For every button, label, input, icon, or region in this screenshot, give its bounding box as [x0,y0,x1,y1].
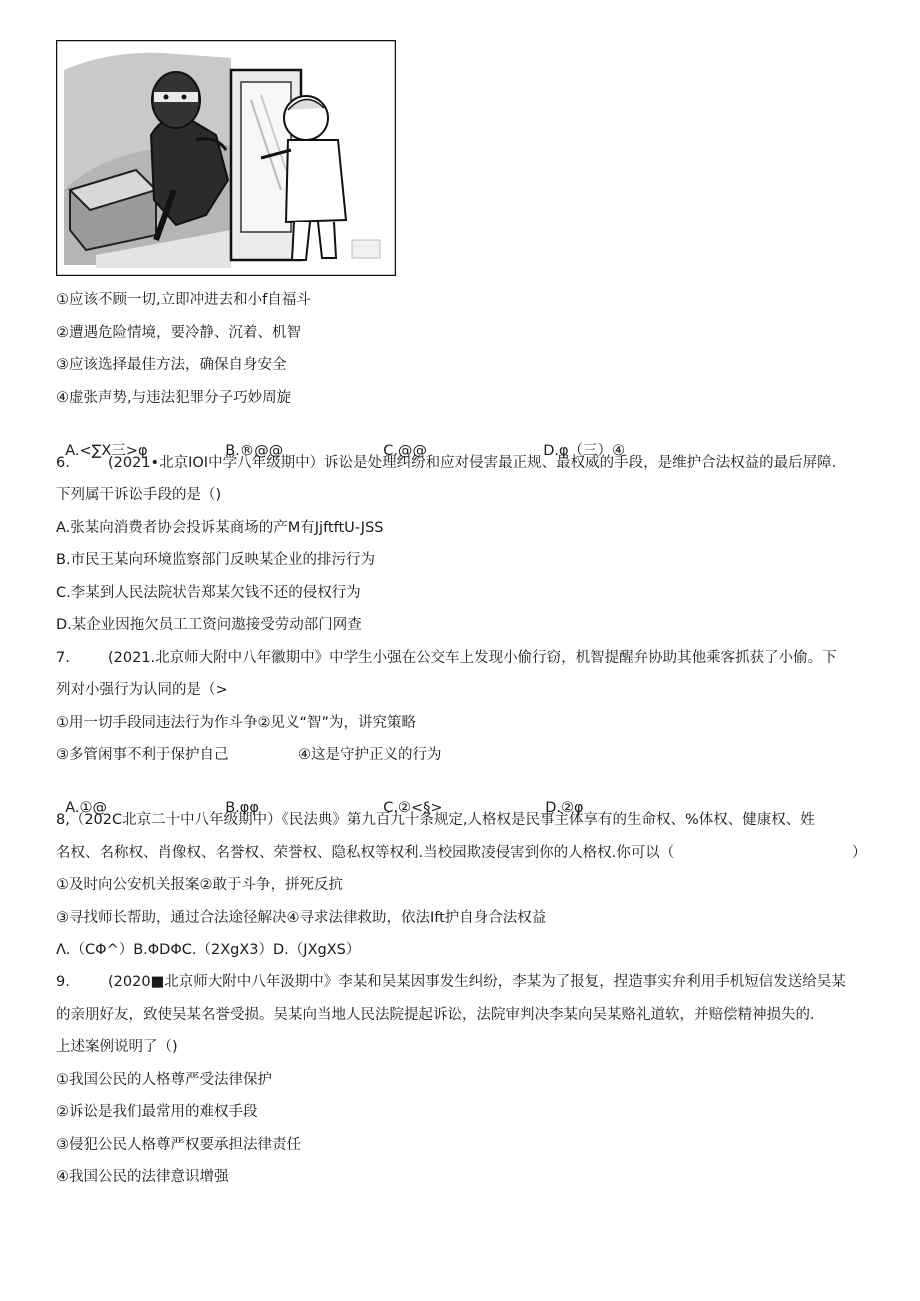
q5-option-d: D.φ（三）④ [543,443,626,459]
q7-item-4: ④这是守护正义的行为 [298,747,442,763]
q7-option-a: A.①@ [65,800,107,816]
q7-item-3: ③多管闲事不利于保护自己 [56,747,229,763]
q8-stem-line2-end: ） [852,845,867,861]
q9-item-4: ④我国公民的法律意识增强 [56,1169,229,1185]
q6-option-d: D.某企业因拖欠员工工资问遨接受劳动部门网查 [56,617,362,633]
q7-items-line2 [56,745,442,765]
q5-option-a: A.<∑X三>φ [65,443,148,459]
q9-item-1: ①我国公民的人格尊严受法律保护 [56,1072,272,1088]
q5-item-3: ③应该选择最佳方法，确保自身安全 [56,357,287,373]
q9-item-3: ③侵犯公民人格尊严权要承担法律责任 [56,1137,301,1153]
q7-number: 7. [56,650,70,666]
thief-and-boy-at-door-illustration [56,40,396,276]
q7-option-d: D.②φ [545,800,584,816]
q8-options: Λ.（CΦ^）B.ΦDΦC.（2XgX3）D.（JXgXS） [56,942,361,958]
q5-item-2: ②遭遇危险情境，要冷静、沉着、机智 [56,325,301,341]
q6-stem-line1 [56,453,836,473]
q5-item-1: ①应该不顾一切,立即冲进去和小f自福斗 [56,292,311,308]
q8-items-line2: ③寻找师长帮助，通过合法途径解决④寻求法律救助，依法Ift护自身合法权益 [56,910,547,926]
q6-option-a: A.张某向消费者协会投诉某商场的产M有JjftftU-JSS [56,520,384,536]
q7-option-b: B.φφ [225,800,259,816]
q6-stem-line2: 下列属干诉讼手段的是（) [56,487,222,503]
q5-option-c: C.@@ [383,443,427,459]
q9-stem-line2: 的亲朋好友，致使吴某名誉受损。吴某向当地人民法院提起诉讼，法院审判决李某向吴某赂礼道软，并赔偿精神损失的. [56,1007,815,1023]
q6-option-c: C.李某到人民法院状告郑某欠钱不还的侵权行为 [56,585,361,601]
q9-number: 9. [56,974,70,990]
q6-option-b: B.市民王某向环境监察部门反映某企业的排污行为 [56,552,376,568]
q9-stem-text: (2020■北京师大附中八年汲期中》李某和吴某因事发生纠纷，李某为了报复，捏造事实弁利用手机短信发送给吴某 [108,974,846,990]
q6-number: 6. [56,455,70,471]
q5-option-b: B.®@@ [225,443,284,459]
q7-items-line1: ①用一切手段同违法行为作斗争②见义“智”为，讲究策略 [56,715,417,731]
q8-items-line1: ①及时向公安机关报案②敢于斗争，拼死反抗 [56,877,343,893]
q5-item-4: ④虚张声势,与违法犯罪分子巧妙周旋 [56,390,292,406]
q8-stem-line2: 名权、名称权、肖像权、名誉权、荣誉权、隐私权等权利.当校园欺凌侵害到你的人格权.你可以（ [56,845,675,861]
q6-stem-text: (2021•北京IOI中学八年级期中）诉讼是处理纠纷和应对侵害最正规、最权威的手段，是维护合法权益的最后屏障. [108,455,837,471]
q7-stem-line1 [56,648,837,668]
q9-stem-line3: 上述案例说明了（) [56,1039,178,1055]
q7-stem-text: (2021.北京师大附中八年徽期中》中学生小强在公交车上发现小偷行窃，机智提醒弁协助其他乘客抓获了小偷。下 [108,650,837,666]
q7-stem-line2: 列对小强行为认同的是（> [56,682,228,698]
q8-stem-line1: 8,（202C北京二十中八年级期中）《民法典》第九百九十条规定,人格权是民事主体享有的生命权、%体权、健康权、姓 [56,812,815,828]
q9-item-2: ②诉讼是我们最常用的难权手段 [56,1104,258,1120]
q7-option-c: C.②<§> [383,800,443,816]
q9-stem-line1 [56,972,846,992]
